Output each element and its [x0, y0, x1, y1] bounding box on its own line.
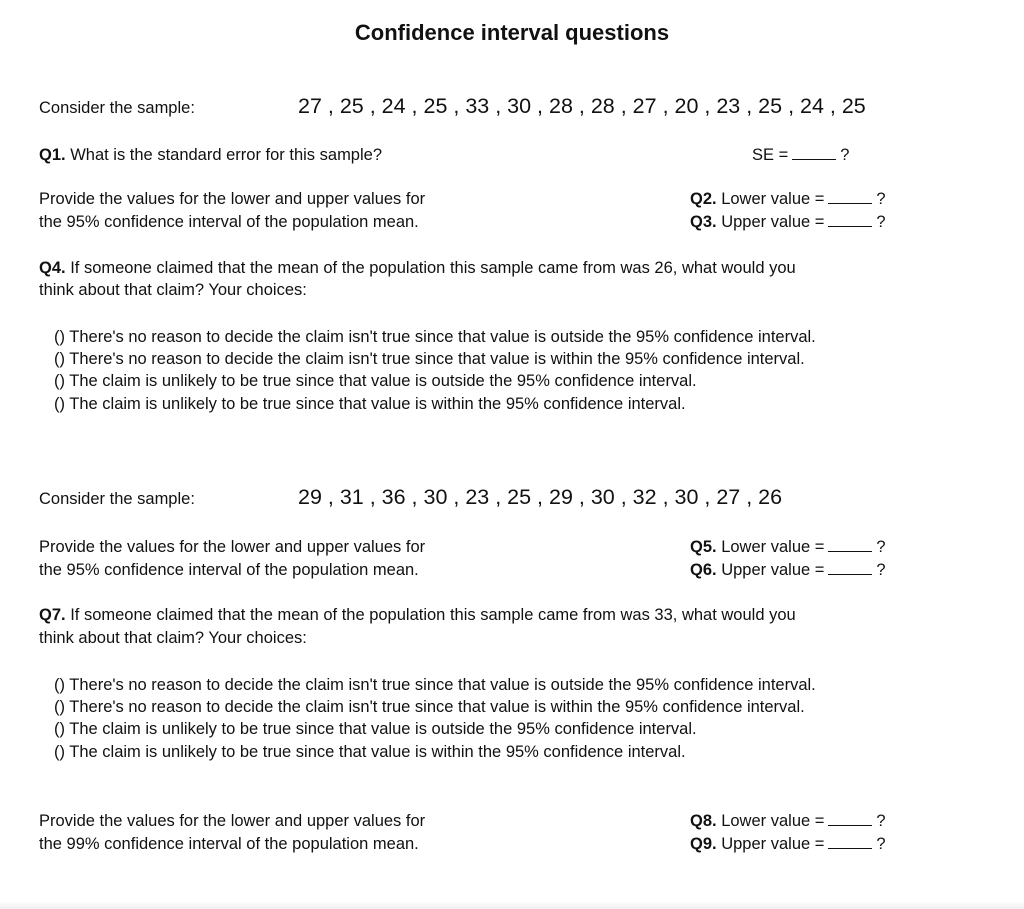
q6-answer	[690, 559, 886, 581]
page-bottom-shadow	[0, 901, 1024, 909]
q4-choice[interactable]: () There's no reason to decide the claim isn't true since that value is within the 95% confidence interval.	[54, 350, 805, 368]
provide99-line-1: Provide the values for the lower and upper values for	[39, 812, 426, 830]
question-mark: ?	[876, 213, 886, 231]
sample-label-2: Consider the sample:	[39, 490, 195, 508]
q4-number: Q4.	[39, 259, 66, 277]
q4-question	[39, 257, 796, 279]
q6-blank[interactable]	[828, 559, 872, 575]
q1-text: What is the standard error for this sample?	[70, 146, 383, 164]
q5-label: Lower value =	[721, 538, 825, 556]
q7-choice[interactable]: () The claim is unlikely to be true since that value is outside the 95% confidence interval.	[54, 720, 697, 738]
q1-question	[39, 144, 382, 166]
q3-label: Upper value =	[721, 213, 825, 231]
question-mark: ?	[876, 812, 886, 830]
page-title: Confidence interval questions	[354, 20, 670, 45]
q5-number: Q5.	[690, 538, 717, 556]
q3-blank[interactable]	[828, 211, 872, 227]
q4-choice[interactable]: () The claim is unlikely to be true since that value is within the 95% confidence interval.	[54, 395, 686, 413]
q3-answer	[690, 211, 886, 233]
provide-line-1: Provide the values for the lower and upper values for	[39, 190, 426, 208]
provide99-line-2: the 99% confidence interval of the population mean.	[39, 835, 419, 853]
q7-question	[39, 604, 796, 626]
question-mark: ?	[876, 561, 886, 579]
q5-answer	[690, 536, 886, 558]
q9-answer	[690, 833, 886, 855]
q7-line2: think about that claim? Your choices:	[39, 629, 307, 647]
se-blank[interactable]	[792, 144, 836, 160]
q8-blank[interactable]	[828, 810, 872, 826]
se-label: SE =	[752, 146, 789, 164]
q6-number: Q6.	[690, 561, 717, 579]
q7-choice[interactable]: () There's no reason to decide the claim isn't true since that value is within the 95% confidence interval.	[54, 698, 805, 716]
provide-line-2: the 95% confidence interval of the population mean.	[39, 561, 419, 579]
sample-label-1: Consider the sample:	[39, 99, 195, 117]
q2-answer	[690, 188, 886, 210]
q7-line1: If someone claimed that the mean of the population this sample came from was 33, what would you	[70, 606, 796, 624]
q8-answer	[690, 810, 886, 832]
q9-label: Upper value =	[721, 835, 825, 853]
q4-choice[interactable]: () There's no reason to decide the claim isn't true since that value is outside the 95% confidence interval.	[54, 328, 816, 346]
q8-number: Q8.	[690, 812, 717, 830]
q1-answer	[752, 144, 849, 166]
q6-label: Upper value =	[721, 561, 825, 579]
provide-line-1: Provide the values for the lower and upper values for	[39, 538, 426, 556]
question-mark: ?	[876, 190, 886, 208]
q2-number: Q2.	[690, 190, 717, 208]
q9-blank[interactable]	[828, 833, 872, 849]
q7-number: Q7.	[39, 606, 66, 624]
sample-values-1: 27 , 25 , 24 , 25 , 33 , 30 , 28 , 28 , 27 , 20 , 23 , 25 , 24 , 25	[298, 94, 866, 118]
q9-number: Q9.	[690, 835, 717, 853]
question-mark: ?	[840, 146, 850, 164]
q2-label: Lower value =	[721, 190, 825, 208]
q4-choice[interactable]: () The claim is unlikely to be true since that value is outside the 95% confidence interval.	[54, 372, 697, 390]
q7-choice[interactable]: () The claim is unlikely to be true since that value is within the 95% confidence interval.	[54, 743, 686, 761]
q1-number: Q1.	[39, 146, 66, 164]
q7-choice[interactable]: () There's no reason to decide the claim isn't true since that value is outside the 95% confidence interval.	[54, 676, 816, 694]
provide-line-2: the 95% confidence interval of the population mean.	[39, 213, 419, 231]
question-mark: ?	[876, 835, 886, 853]
q4-line1: If someone claimed that the mean of the population this sample came from was 26, what would you	[70, 259, 796, 277]
q2-blank[interactable]	[828, 188, 872, 204]
sample-values-2: 29 , 31 , 36 , 30 , 23 , 25 , 29 , 30 , 32 , 30 , 27 , 26	[298, 485, 783, 509]
question-mark: ?	[876, 538, 886, 556]
q3-number: Q3.	[690, 213, 717, 231]
q4-line2: think about that claim? Your choices:	[39, 281, 307, 299]
q5-blank[interactable]	[828, 536, 872, 552]
q8-label: Lower value =	[721, 812, 825, 830]
